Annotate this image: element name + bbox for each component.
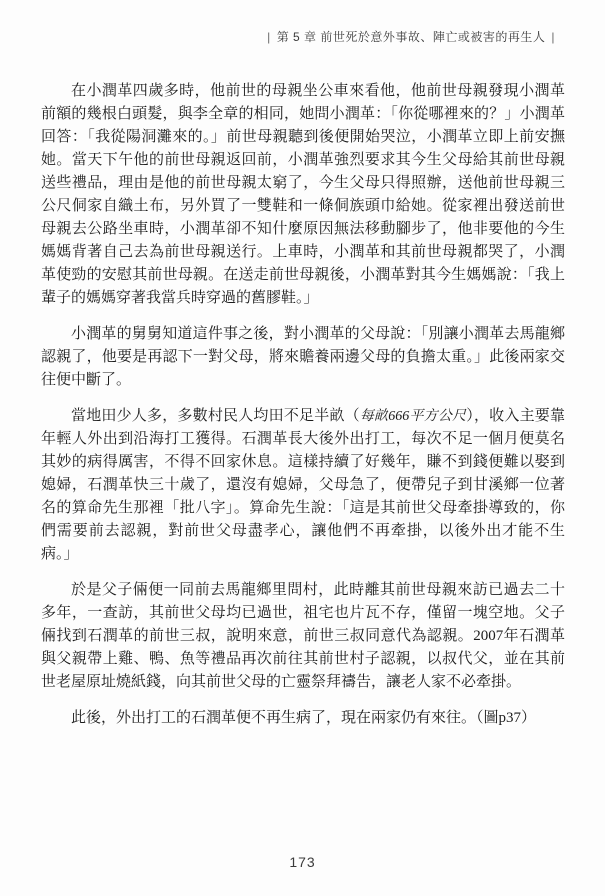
paragraph-4: 於是父子倆便一同前去馬龍鄉里問村，此時離其前世母親來訪已過去二十多年，一查訪，其前世父母均已過世，祖宅也片瓦不存，僅留一塊空地。父子倆找到石潤革的前世三叔，說明來意，前世三叔同意代為認親。2007年石潤革與父親帶上雞、鴨、魚等禮品再次前往其前世村子認親，以叔代父，並在其前世老屋原址燒紙錢，向其前世父母的亡靈祭拜禱告，讓老人家不必牽掛。 bbox=[41, 582, 565, 690]
header-bar-right: | bbox=[551, 30, 555, 44]
running-header bbox=[261, 28, 561, 45]
paragraph-3 bbox=[41, 405, 565, 566]
paragraph-3-text-cont: ），收入主要靠年輕人外出到沿海打工獲得。石潤革長大後外出打工，每次不足一個月便莫名其妙的病得厲害，不得不回家休息。這樣持續了好幾年，賺不到錢便難以娶到媳婦，石潤革快三十歲了，還沒有媳婦，父母急了，便帶兒子到甘溪鄉一位著名的算命先生那裡「批八字」。算命先生說：「這是其前世父母牽掛導致的，你們需要前去認親，對前世父母盡孝心，讓他們不再牽掛，以後外出才能不生病。」 bbox=[41, 408, 565, 562]
header-bar-left: | bbox=[267, 30, 271, 44]
page-number: 173 bbox=[289, 854, 316, 870]
body-text bbox=[41, 80, 565, 743]
paragraph-3-text: 當地田少人多，多數村民人均田不足半畝（ bbox=[71, 408, 360, 424]
paragraph-1: 在小潤革四歲多時，他前世的母親坐公車來看他，他前世母親發現小潤革前額的幾根白頭髮，與李全章的相同，她問小潤革：「你從哪裡來的？」小潤革回答：「我從陽洞灘來的。」前世母親聽到後便開始哭泣，小潤革立即上前安撫她。當天下午他的前世母親返回前，小潤革強烈要求其今生父母給其前世母親送些禮品，理由是他的前世母親太窮了，今生父母只得照辦，送他前世母親三公尺侗家自織土布，另外買了一雙鞋和一條侗族頭巾給她。從家裡出發送前世母親去公路坐車時，小潤革卻不知什麼原因無法移動腳步了，他非要他的今生媽媽背著自己去為前世母親送行。上車時，小潤革和其前世母親都哭了，小潤革使勁的安慰其前世母親。在送走前世母親後，小潤革對其今生媽媽說：「我上輩子的媽媽穿著我當兵時穿過的舊膠鞋。」 bbox=[41, 83, 565, 306]
paragraph-5: 此後，外出打工的石潤革便不再生病了，現在兩家仍有來往。（圖p37） bbox=[71, 710, 537, 726]
chapter-title: 第 5 章 前世死於意外事故、陣亡或被害的再生人 bbox=[276, 30, 546, 44]
paragraph-3-kai-note: 每畝666平方公尺 bbox=[359, 409, 467, 424]
paragraph-2: 小潤革的舅舅知道這件事之後，對小潤革的父母說：「別讓小潤革去馬龍鄉認親了，他要是再認下一對父母，將來贍養兩邊父母的負擔太重。」此後兩家交往便中斷了。 bbox=[41, 326, 565, 388]
